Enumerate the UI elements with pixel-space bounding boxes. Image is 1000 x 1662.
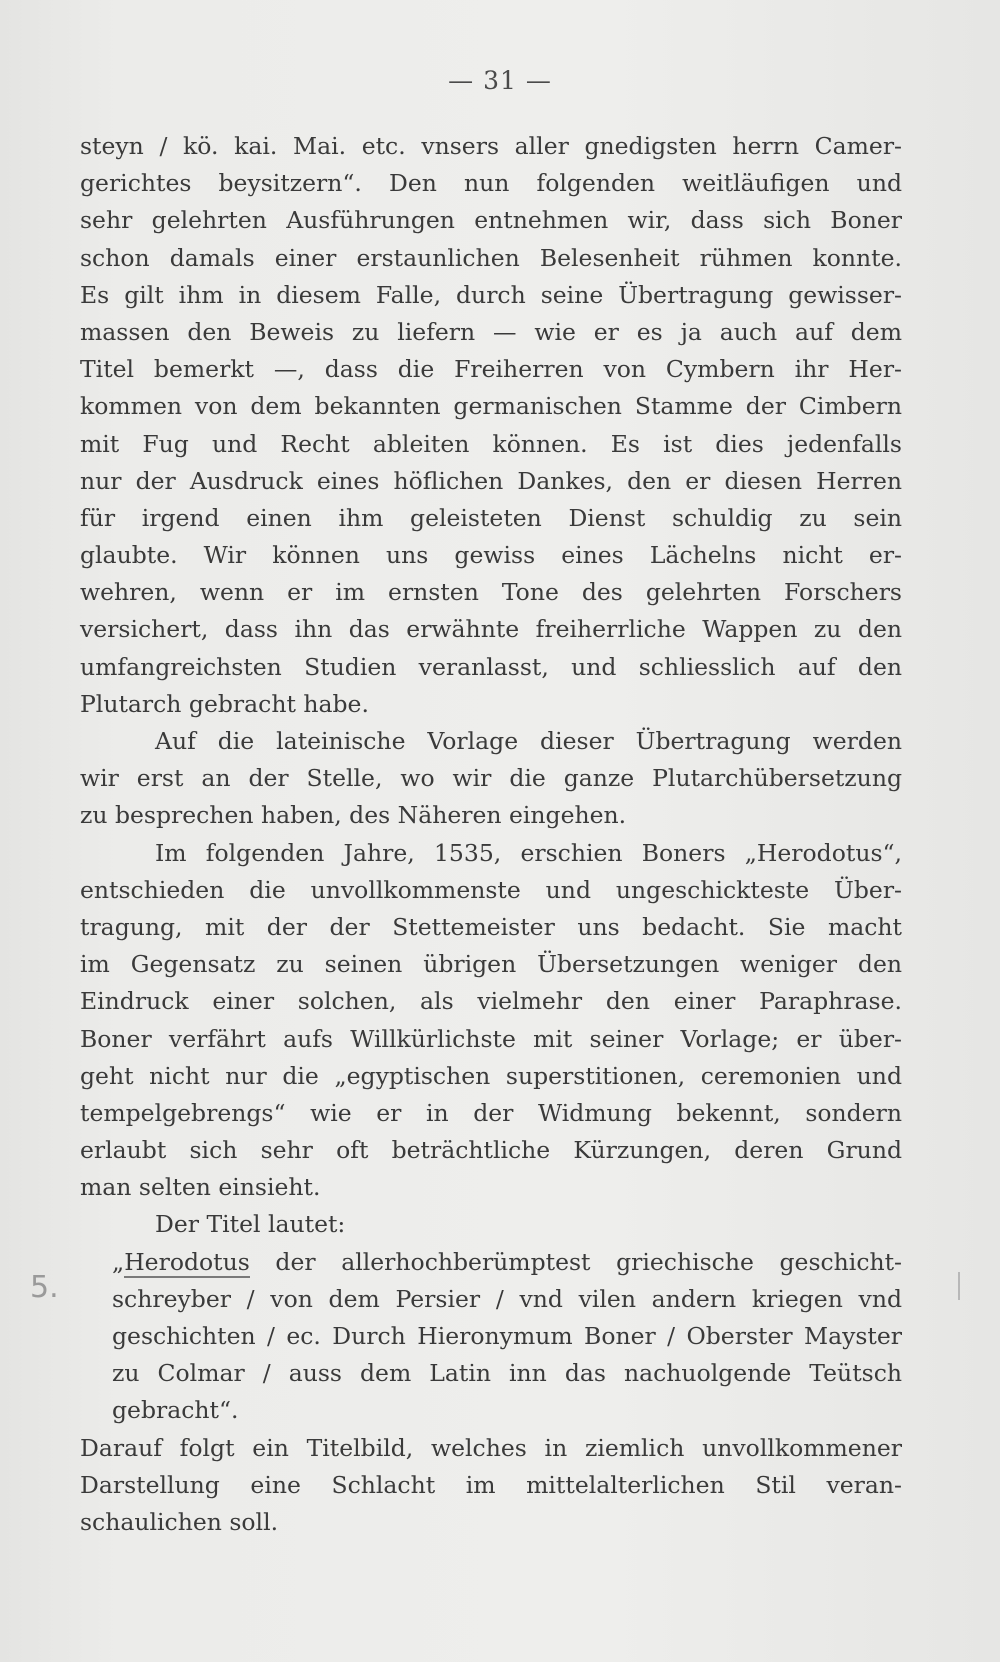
text-line: sehr gelehrten Ausführungen entnehmen wir, dass sich Boner (80, 206, 902, 235)
text-line: geht nicht nur die „egyptischen superstitionen, ceremonien und (80, 1061, 902, 1090)
text-line: nur der Ausdruck eines höflichen Dankes, den er diesen Herren (80, 466, 902, 495)
text-line: zu besprechen haben, des Näheren eingehen. (80, 801, 627, 830)
text-line: Es gilt ihm in diesem Falle, durch seine Übertragung gewisser- (80, 280, 902, 309)
text-line: Im folgenden Jahre, 1535, erschien Boners „Herodotus“, (155, 838, 902, 867)
page-edge-mark (958, 1272, 960, 1300)
body-text (80, 128, 902, 1541)
text-line: Auf die lateinische Vorlage dieser Übertragung werden (155, 727, 902, 755)
text-line: für irgend einen ihm geleisteten Dienst schuldig zu sein (80, 503, 902, 532)
text-line: im Gegensatz zu seinen übrigen Übersetzungen weniger den (80, 950, 902, 979)
text-line: erlaubt sich sehr oft beträchtliche Kürzungen, deren Grund (80, 1136, 902, 1165)
text-line: wir erst an der Stelle, wo wir die ganze Plutarchübersetzung (80, 764, 902, 793)
text-line: schreyber / von dem Persier / vnd vilen andern kriegen vnd (112, 1284, 902, 1313)
text-line: Der Titel lautet: (155, 1210, 346, 1239)
text-line: wehren, wenn er im ernsten Tone des gelehrten Forschers (80, 578, 902, 607)
text-line: Plutarch gebracht habe. (80, 689, 369, 718)
page-number: — 31 — (448, 66, 552, 95)
text-line: „Herodotus der allerhochberümptest griechische geschicht- (112, 1247, 902, 1276)
margin-annotation: 5. (30, 1270, 59, 1305)
text-line: entschieden die unvollkommenste und ungeschickteste Über- (80, 875, 902, 904)
text-line: umfangreichsten Studien veranlasst, und schliesslich auf den (80, 652, 902, 681)
text-line: tempelgebrengs“ wie er in der Widmung bekennt, sondern (80, 1098, 902, 1127)
text-line: steyn / kö. kai. Mai. etc. vnsers aller gnedigsten herrn Camer- (80, 132, 902, 160)
text-line: Darauf folgt ein Titelbild, welches in ziemlich unvollkommener (80, 1433, 902, 1462)
text-line: man selten einsieht. (80, 1173, 321, 1202)
text-line: glaubte. Wir können uns gewiss eines Lächelns nicht er- (80, 541, 902, 570)
text-line: massen den Beweis zu liefern — wie er es ja auch auf dem (80, 317, 902, 346)
text-line: Darstellung eine Schlacht im mittelalterlichen Stil veran- (80, 1470, 902, 1499)
text-line: schaulichen soll. (80, 1507, 279, 1536)
text-line: mit Fug und Recht ableiten können. Es ist dies jedenfalls (80, 429, 902, 458)
text-line: geschichten / ec. Durch Hieronymum Boner / Oberster Mayster (112, 1322, 902, 1350)
text-line: Titel bemerkt —, dass die Freiherren von Cymbern ihr Her- (80, 355, 902, 384)
text-line: kommen von dem bekannten germanischen Stamme der Cimbern (80, 392, 902, 421)
text-line: schon damals einer erstaunlichen Belesenheit rühmen konnte. (80, 243, 902, 272)
text-line: gerichtes beysitzern“. Den nun folgenden weitläufigen und (80, 169, 902, 198)
underlined-word: Herodotus (124, 1247, 250, 1276)
text-line: Eindruck einer solchen, als vielmehr den einer Paraphrase. (80, 987, 902, 1016)
text-line: tragung, mit der der Stettemeister uns bedacht. Sie macht (80, 912, 902, 941)
text-line: gebracht“. (112, 1396, 239, 1425)
text-line: Boner verfährt aufs Willkürlichste mit seiner Vorlage; er über- (80, 1024, 902, 1053)
text-line: versichert, dass ihn das erwähnte freiherrliche Wappen zu den (80, 615, 902, 644)
text-line: zu Colmar / auss dem Latin inn das nachuolgende Teütsch (112, 1359, 902, 1388)
